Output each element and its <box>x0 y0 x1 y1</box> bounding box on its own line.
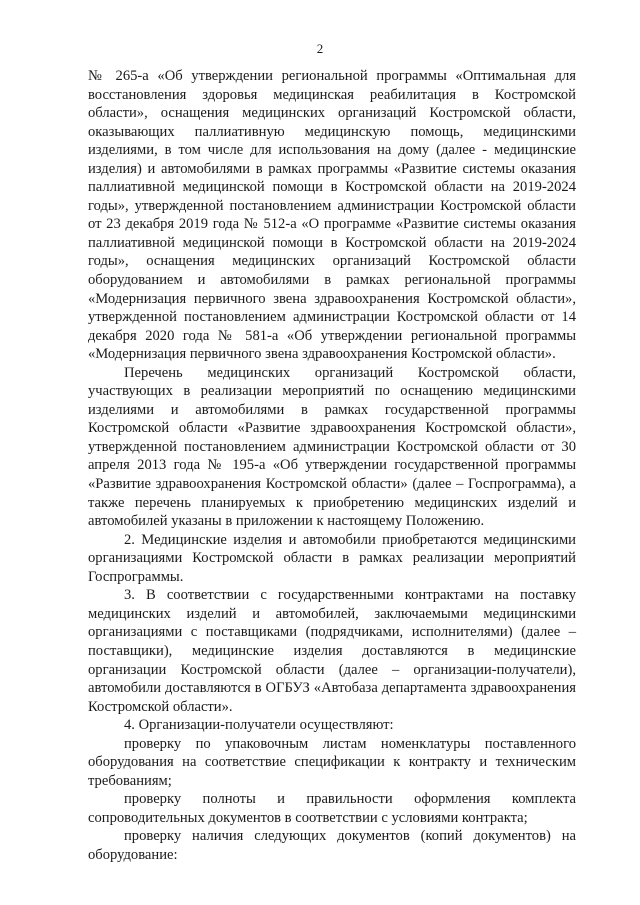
paragraph-continuation: № 265-а «Об утверждении региональной программы «Оптимальная для восстановления здоровья медицинская реабилитация в Костромской области», оснащения медицинских организаций Костромской области, оказывающих паллиативную медицинскую помощь, медицинскими изделиями, в том числе для использования на дому (далее - медицинские изделия) и автомобилями в рамках программы «Развитие системы оказания паллиативной медицинской помощи в Костромской области на 2019-2024 годы», утвержденной постановлением администрации Костромской области от 23 декабря 2019 года № 512-а «О программе «Развитие системы оказания паллиативной медицинской помощи в Костромской области на 2019-2024 годы», оснащения медицинских организаций Костромской области оборудованием и автомобилями в рамках региональной программы «Модернизация первичного звена здравоохранения Костромской области», утвержденной постановлением администрации Костромской области от 14 декабря 2020 года № 581-а «Об утверждении региональной программы «Модернизация первичного звена здравоохранения Костромской области». <box>88 68 576 363</box>
document-body <box>88 67 576 865</box>
paragraph-check-packing-lists: проверку по упаковочным листам номенклатуры поставленного оборудования на соответствие спецификации к контракту и техническим требованиям; <box>88 735 576 789</box>
page-number: 2 <box>316 41 324 56</box>
paragraph-item-2: 2. Медицинские изделия и автомобили приобретаются медицинскими организациями Костромской области в рамках реализации мероприятий Госпрограммы. <box>88 531 576 585</box>
paragraph-item-4: 4. Организации-получатели осуществляют: <box>124 717 394 734</box>
paragraph-check-documents-presence: проверку наличия следующих документов (копий документов) на оборудование: <box>88 828 576 863</box>
paragraph-list-of-organizations: Перечень медицинских организаций Костромской области, участвующих в реализации мероприятий по оснащению медицинскими изделиями и автомобилями в рамках государственной программы Костромской области «Развитие здравоохранения Костромской области», утвержденной постановлением администрации Костромской области от 30 апреля 2013 года № 195-а «Об утверждении государственной программы «Развитие здравоохранения Костромской области» (далее – Госпрограмма), а также перечень планируемых к приобретению медицинских изделий и автомобилей указаны в приложении к настоящему Положению. <box>88 364 576 530</box>
paragraph-check-documents-completeness: проверку полноты и правильности оформления комплекта сопроводительных документов в соответствии с условиями контракта; <box>88 791 576 826</box>
paragraph-item-3: 3. В соответствии с государственными контрактами на поставку медицинских изделий и автомобилей, заключаемыми медицинскими организациями с поставщиками (подрядчиками, исполнителями) (далее – поставщики), медицинские изделия доставляются в медицинские организации Костромской области (далее – организации-получатели), автомобили доставляются в ОГБУЗ «Автобаза департамента здравоохранения Костромской области». <box>88 587 576 715</box>
